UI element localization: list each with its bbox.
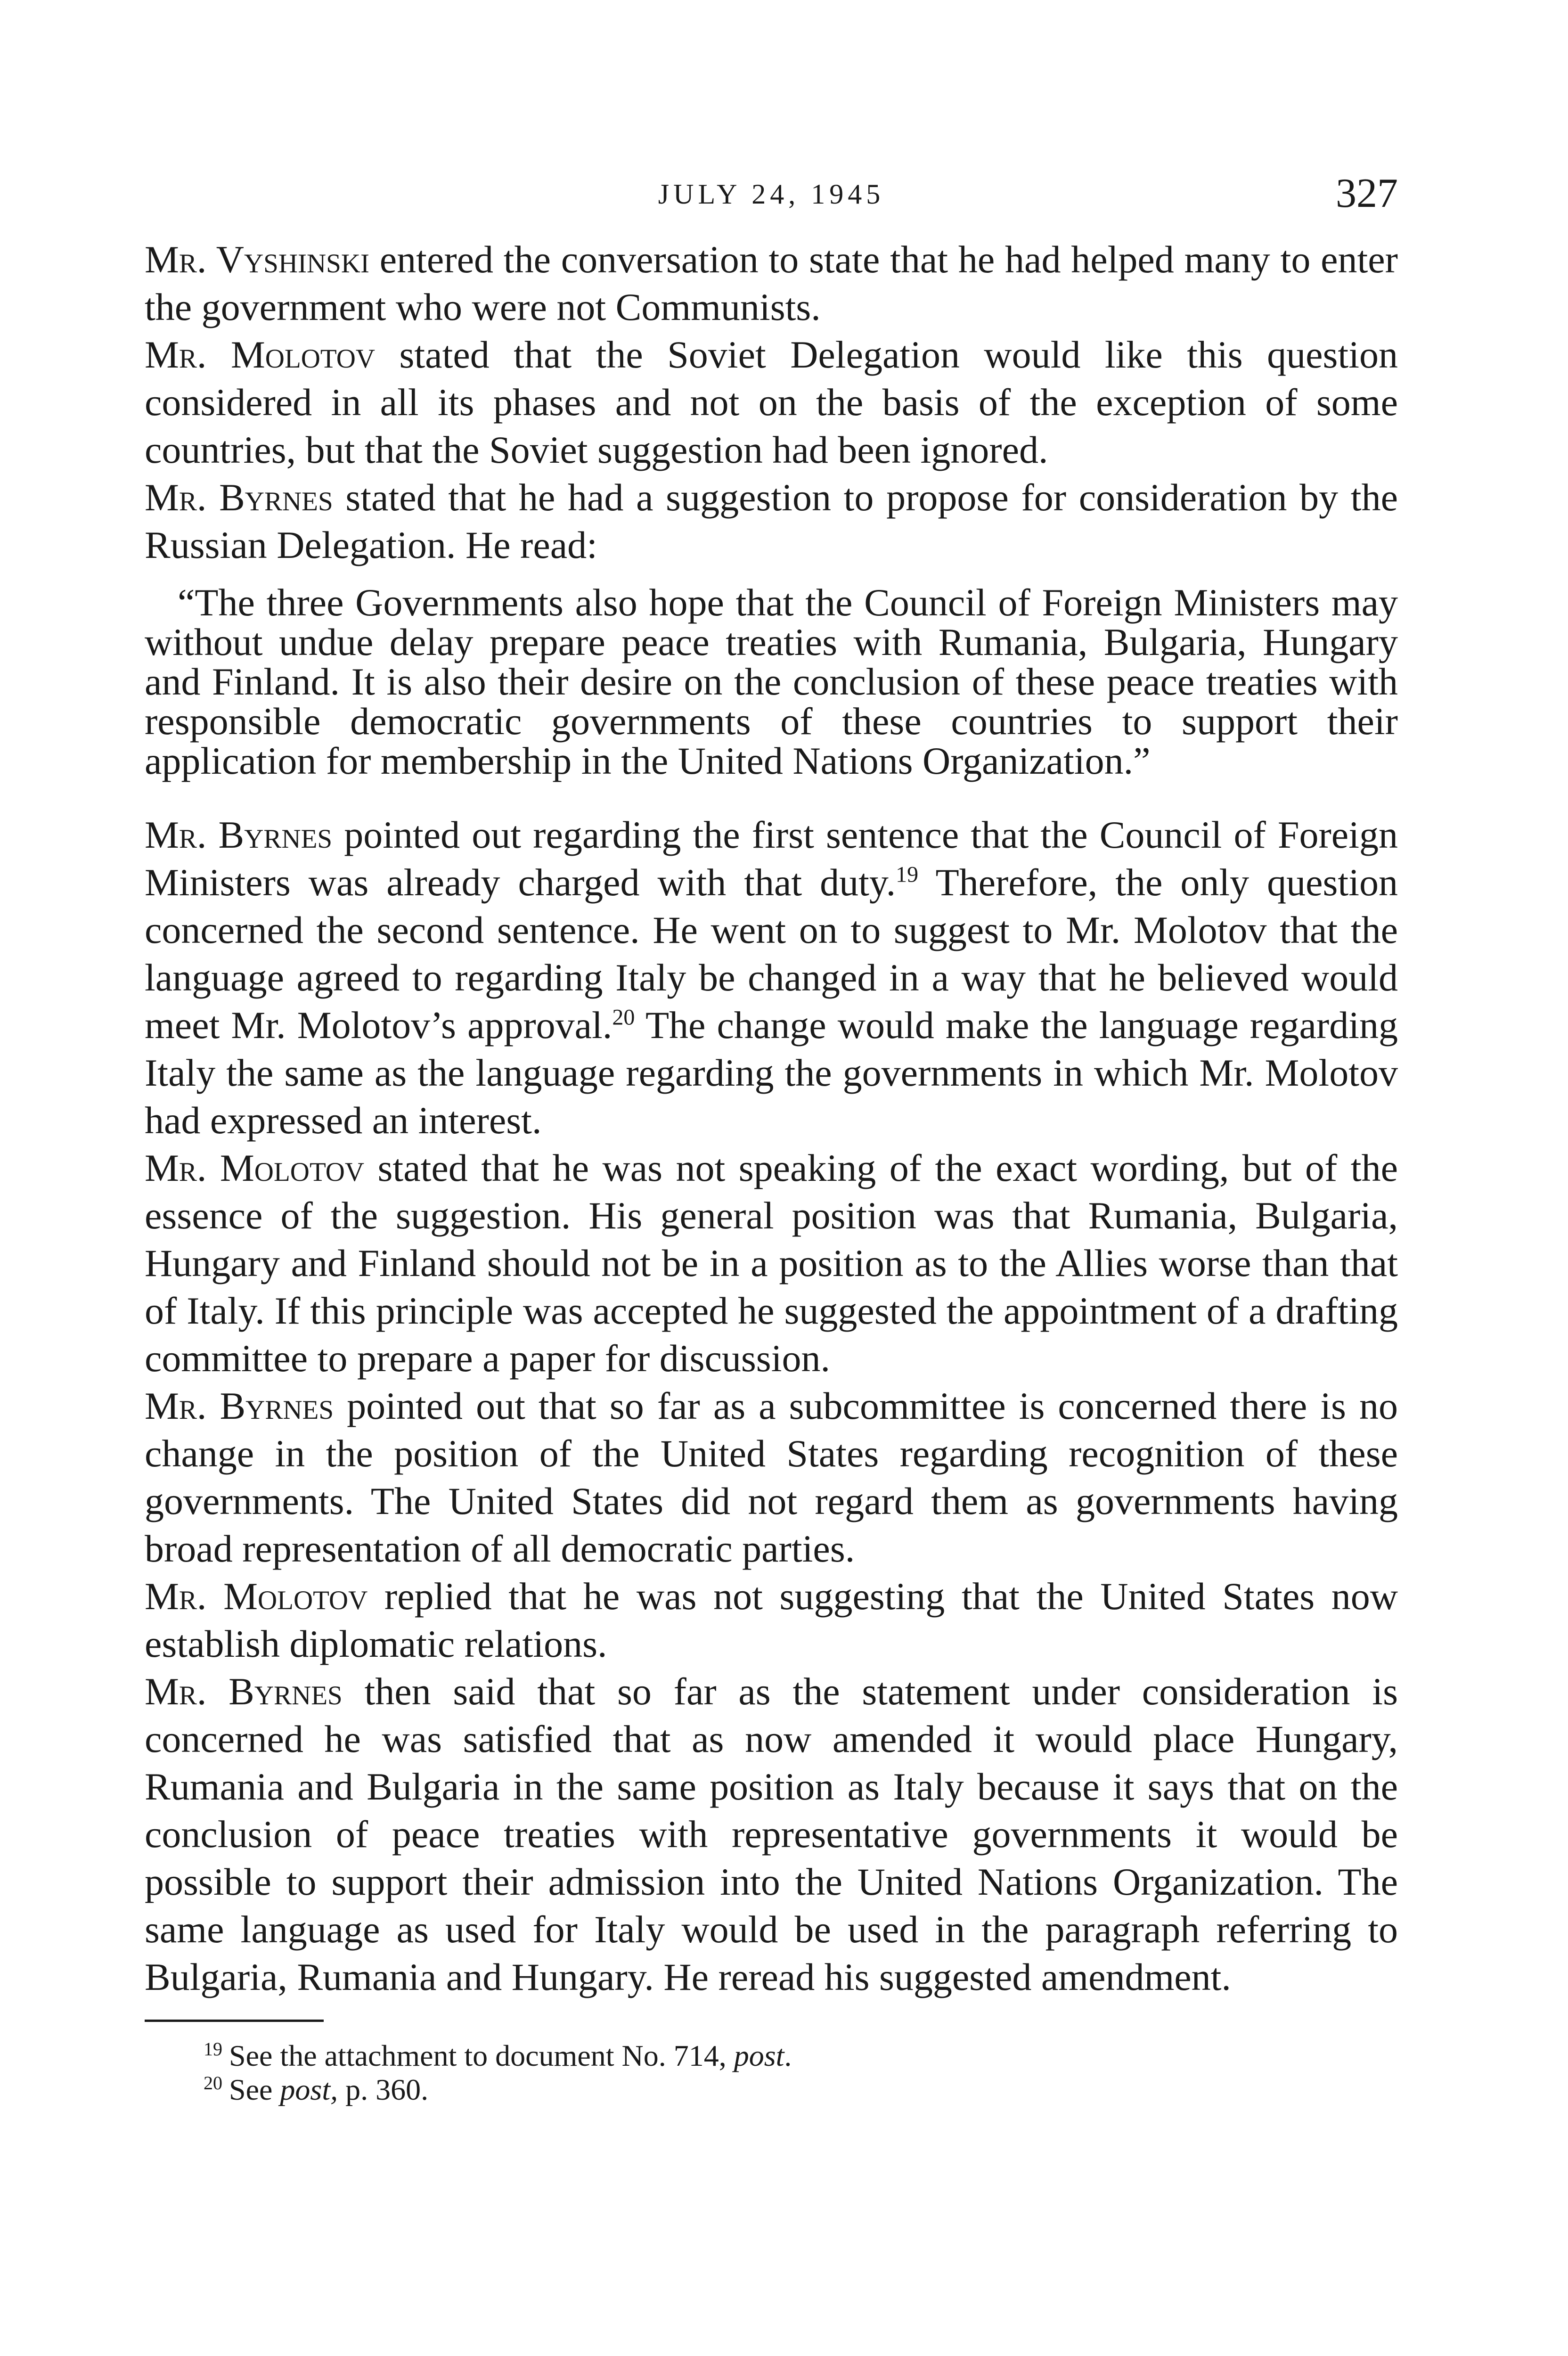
footnote-ref-19[interactable]: 19 bbox=[896, 862, 919, 887]
paragraph-text: pointed out that so far as a subcommittee is concerned there is no change in the position of the United States regarding recognition of these governments. The United States did not regard them as governments having broad representation of all democratic parties. bbox=[145, 1384, 1398, 1570]
footnote-number: 20 bbox=[204, 2072, 222, 2094]
footnote-text: p. 360. bbox=[338, 2073, 429, 2106]
paragraph bbox=[145, 1668, 1398, 2001]
speaker-name: Mr. Byrnes bbox=[145, 1670, 343, 1713]
quote-text: “The three Governments also hope that the Council of Foreign Ministers may without undue delay prepare peace treaties with Rumania, Bulgaria, Hungary and Finland. It is also their desire on the conclusion of these peace treaties with responsible democratic governments of these countries to support their application for membership in the United Nations Organization.” bbox=[145, 581, 1398, 782]
footnote-20 bbox=[204, 2073, 1398, 2107]
paragraph-text: stated that the Soviet Delegation would like this question considered in all its phases and not on the basis of the exception of some countries, but that the Soviet suggestion had been ignored. bbox=[145, 333, 1398, 471]
footnote-number: 19 bbox=[204, 2038, 222, 2060]
footnote-text: See bbox=[229, 2073, 280, 2106]
paragraph-text: replied that he was not suggesting that the United States now establish diplomatic relations. bbox=[145, 1575, 1398, 1665]
paragraph bbox=[145, 474, 1398, 569]
footnote-text: . bbox=[784, 2039, 792, 2072]
body-text bbox=[145, 236, 1398, 2001]
paragraph-text: pointed out regarding the first sentence that the Council of Foreign Ministers was already charged with that duty. bbox=[145, 813, 1398, 904]
speaker-name: Mr. Vyshinski bbox=[145, 238, 369, 281]
footnote-text: See the attachment to document No. 714, bbox=[229, 2039, 734, 2072]
block-quote bbox=[145, 583, 1398, 781]
page-header bbox=[145, 170, 1398, 221]
paragraph bbox=[145, 1144, 1398, 1382]
speaker-name: Mr. Molotov bbox=[145, 1146, 365, 1189]
paragraph bbox=[145, 236, 1398, 331]
footnote-text-italic: post bbox=[734, 2039, 784, 2072]
paragraph-text: entered the conversation to state that he had helped many to enter the government who were not Communists. bbox=[145, 238, 1398, 328]
paragraph bbox=[145, 1382, 1398, 1572]
footnote-ref-20[interactable]: 20 bbox=[612, 1005, 635, 1030]
paragraph bbox=[145, 1572, 1398, 1668]
footnote-text-italic: post, bbox=[280, 2073, 338, 2106]
footnote-19 bbox=[204, 2039, 1398, 2073]
paragraph-text: The change would make the language regarding Italy the same as the language regarding the governments in which Mr. Molotov had expressed an interest. bbox=[145, 1004, 1398, 1142]
paragraph-text: then said that so far as the statement under consideration is concerned he was satisfied that as now amended it would place Hungary, Rumania and Bulgaria in the same position as Italy because it says that on the conclusion of peace treaties with representative governments it would be possible to support their admission into the United Nations Organization. The same language as used for Italy would be used in the paragraph referring to Bulgaria, Rumania and Hungary. He reread his suggested amendment. bbox=[145, 1670, 1398, 1998]
paragraph-text: stated that he had a suggestion to propose for consideration by the Russian Delegation. He read: bbox=[145, 476, 1398, 566]
speaker-name: Mr. Byrnes bbox=[145, 1384, 334, 1427]
paragraph bbox=[145, 331, 1398, 474]
footnote-divider bbox=[145, 2020, 324, 2022]
speaker-name: Mr. Molotov bbox=[145, 1575, 368, 1618]
speaker-name: Mr. Byrnes bbox=[145, 476, 333, 519]
speaker-name: Mr. Molotov bbox=[145, 333, 376, 376]
paragraph bbox=[145, 811, 1398, 1144]
running-head: JULY 24, 1945 bbox=[658, 179, 885, 210]
paragraph-text: stated that he was not speaking of the exact wording, but of the essence of the suggestion. His general position was that Rumania, Bulgaria, Hungary and Finland should not be in a position as to the Allies worse than that of Italy. If this principle was accepted he suggested the appointment of a drafting committee to prepare a paper for discussion. bbox=[145, 1146, 1398, 1380]
speaker-name: Mr. Byrnes bbox=[145, 813, 333, 856]
footnotes bbox=[204, 2039, 1398, 2107]
paragraph-text: Therefore, the only question concerned the second sentence. He went on to suggest to Mr. Molotov that the language agreed to regarding Italy be changed in a way that he believed would meet Mr. Molotov’s approval. bbox=[145, 861, 1398, 1047]
document-page bbox=[145, 170, 1398, 2107]
page-number: 327 bbox=[1336, 171, 1398, 216]
